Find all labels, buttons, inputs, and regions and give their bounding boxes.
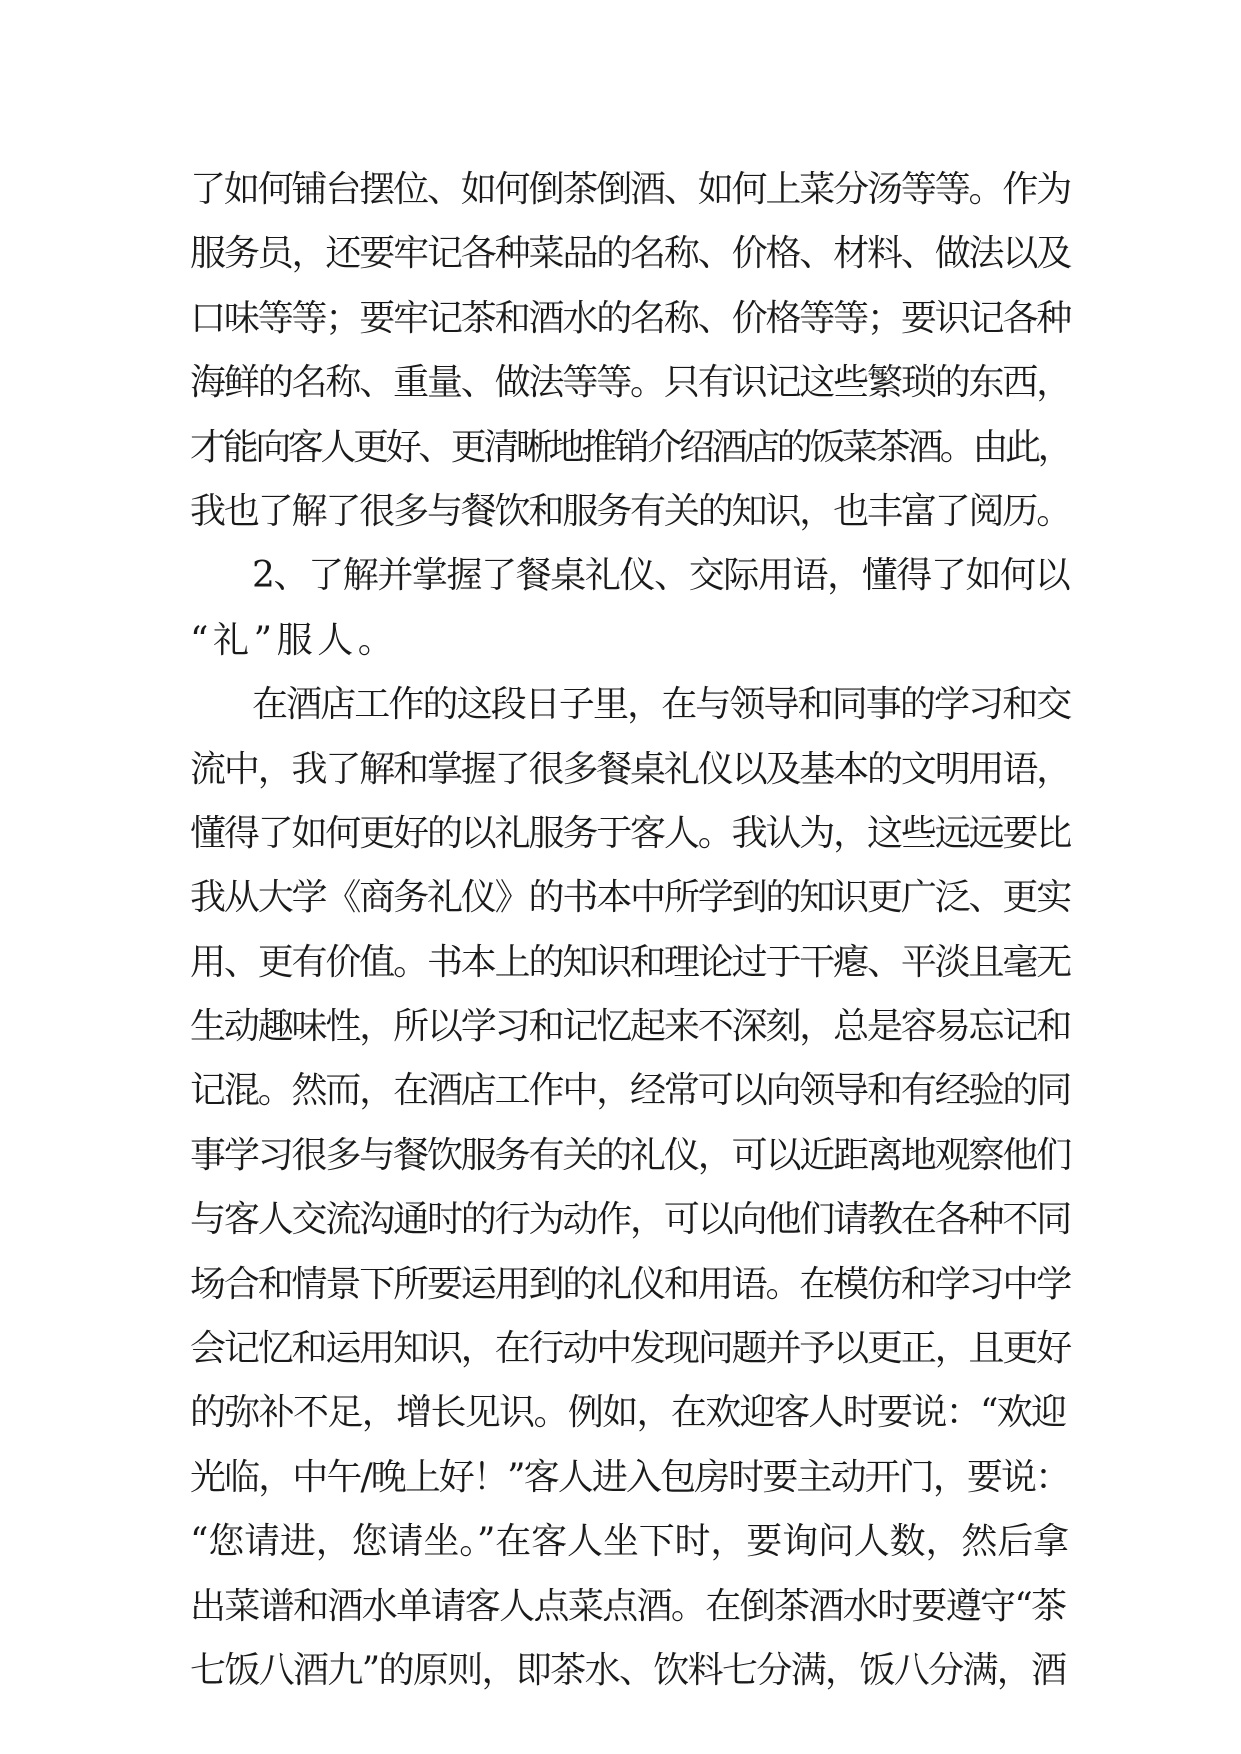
text-line: 与客人交流沟通时的行为动作，可以向他们请教在各种不同 (190, 1199, 1071, 1241)
text-line: 生动趣味性，所以学习和记忆起来不深刻，总是容易忘记和 (190, 1006, 1071, 1048)
section-heading-line: 2、了解并掌握了餐桌礼仪、交际用语，懂得了如何以 (252, 555, 1070, 597)
text-line: 口味等等；要牢记茶和酒水的名称、价格等等；要识记各种 (190, 297, 1071, 339)
text-line: 我也了解了很多与餐饮和服务有关的知识，也丰富了阅历。 (190, 490, 1071, 532)
text-line: 场合和情景下所要运用到的礼仪和用语。在模仿和学习中学 (190, 1263, 1071, 1305)
text-line: 才能向客人更好、更清晰地推销介绍酒店的饭菜茶酒。由此， (190, 426, 1071, 468)
text-line: 了如何铺台摆位、如何倒茶倒酒、如何上菜分汤等等。作为 (190, 169, 1071, 210)
text-line: 流中，我了解和掌握了很多餐桌礼仪以及基本的文明用语， (190, 748, 1071, 790)
text-line: 七饭八酒九”的原则，即茶水、饮料七分满，饭八分满，酒 (190, 1649, 1066, 1691)
paragraph-start-line: 在酒店工作的这段日子里，在与领导和同事的学习和交 (252, 684, 1071, 726)
text-line: 懂得了如何更好的以礼服务于客人。我认为，这些远远要比 (190, 812, 1071, 854)
text-line: 记混。然而，在酒店工作中，经常可以向领导和有经验的同 (190, 1070, 1071, 1112)
section-heading-line: “礼”服人。 (190, 619, 399, 661)
text-line: 海鲜的名称、重量、做法等等。只有识记这些繁琐的东西， (190, 362, 1071, 404)
text-line: 的弥补不足，增长见识。例如，在欢迎客人时要说：“欢迎 (190, 1392, 1066, 1434)
body-text (190, 158, 1070, 1703)
text-line: 事学习很多与餐饮服务有关的礼仪，可以近距离地观察他们 (190, 1134, 1071, 1176)
text-line: 用、更有价值。书本上的知识和理论过于干瘪、平淡且毫无 (190, 941, 1071, 983)
text-line: “您请进，您请坐。”在客人坐下时，要询问人数，然后拿 (190, 1521, 1069, 1563)
text-line: 会记忆和运用知识，在行动中发现问题并予以更正，且更好 (190, 1328, 1071, 1370)
text-line: 服务员，还要牢记各种菜品的名称、价格、材料、做法以及 (190, 233, 1071, 275)
text-line: 出菜谱和酒水单请客人点菜点酒。在倒茶酒水时要遵守“茶 (190, 1585, 1066, 1627)
text-line: 我从大学《商务礼仪》的书本中所学到的知识更广泛、更实 (190, 877, 1071, 919)
text-line: 光临，中午/晚上好！”客人进入包房时要主动开门，要说： (190, 1456, 1070, 1498)
